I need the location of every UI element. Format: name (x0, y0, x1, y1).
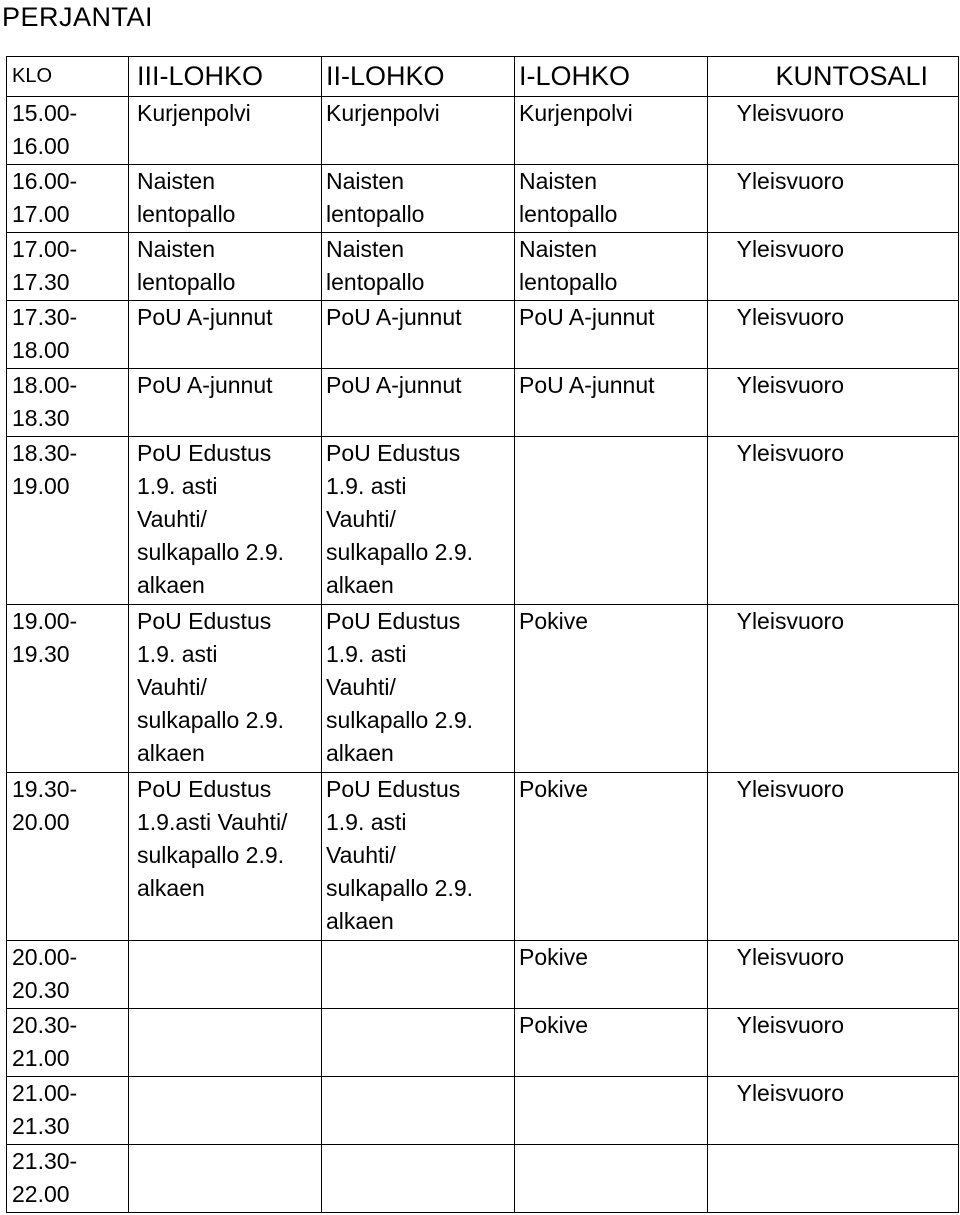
ii-lohko-cell (322, 369, 515, 437)
cell-text: 19.30- 20.00 (12, 776, 78, 835)
time-cell (7, 233, 129, 301)
table-row (7, 605, 959, 773)
ii-lohko-cell (322, 605, 515, 773)
cell-text: Yleisvuoro (736, 776, 844, 802)
time-cell (7, 1077, 129, 1145)
ii-lohko-cell (322, 233, 515, 301)
i-lohko-cell (515, 605, 708, 773)
table-row (7, 1077, 959, 1145)
cell-text: PoU Edustus 1.9. asti Vauhti/ sulkapallo 2.9. alkaen (326, 440, 474, 598)
iii-lohko-cell (129, 941, 322, 1009)
cell-text: 20.30- 21.00 (12, 1012, 78, 1071)
cell-text: Yleisvuoro (736, 944, 844, 970)
cell-text: PoU Edustus 1.9. asti Vauhti/ sulkapallo 2.9. alkaen (326, 608, 474, 766)
table-row (7, 97, 959, 165)
ii-lohko-cell (322, 1009, 515, 1077)
i-lohko-cell (515, 941, 708, 1009)
i-lohko-cell (515, 369, 708, 437)
page-title: PERJANTAI (2, 2, 154, 32)
cell-text: Yleisvuoro (736, 236, 844, 262)
cell-text: PoU Edustus 1.9. asti Vauhti/ sulkapallo 2.9. alkaen (137, 440, 285, 598)
i-lohko-cell (515, 1009, 708, 1077)
cell-text: 16.00- 17.00 (12, 168, 78, 227)
table-row (7, 1145, 959, 1213)
kuntosali-cell (708, 233, 959, 301)
schedule-table (6, 56, 959, 1213)
kuntosali-cell (708, 1009, 959, 1077)
table-row (7, 369, 959, 437)
ii-lohko-cell (322, 301, 515, 369)
cell-text: Yleisvuoro (736, 440, 844, 466)
cell-text: PoU A-junnut (326, 372, 462, 398)
cell-text: Yleisvuoro (736, 372, 844, 398)
time-cell (7, 165, 129, 233)
time-cell (7, 1009, 129, 1077)
kuntosali-cell (708, 165, 959, 233)
cell-text: PoU Edustus 1.9.asti Vauhti/ sulkapallo 2.9. alkaen (137, 776, 288, 901)
kuntosali-cell (708, 605, 959, 773)
time-cell (7, 1145, 129, 1213)
cell-text: Kurjenpolvi (519, 100, 633, 126)
cell-text: Naisten lentopallo (137, 168, 236, 227)
iii-lohko-cell (129, 369, 322, 437)
kuntosali-cell (708, 773, 959, 941)
cell-text: 17.30- 18.00 (12, 304, 78, 363)
ii-lohko-cell (322, 437, 515, 605)
i-lohko-cell (515, 233, 708, 301)
iii-lohko-cell (129, 437, 322, 605)
column-header-klo: KLO (7, 57, 129, 97)
iii-lohko-cell (129, 233, 322, 301)
column-header-iii-lohko: III-LOHKO (129, 57, 322, 97)
header-row (7, 57, 959, 97)
i-lohko-cell (515, 773, 708, 941)
cell-text: Naisten lentopallo (326, 168, 425, 227)
cell-text: PoU A-junnut (519, 304, 655, 330)
cell-text: 21.30- 22.00 (12, 1148, 78, 1207)
time-cell (7, 369, 129, 437)
time-cell (7, 97, 129, 165)
time-cell (7, 605, 129, 773)
cell-text: Yleisvuoro (736, 100, 844, 126)
cell-text: Naisten lentopallo (519, 168, 618, 227)
kuntosali-cell (708, 437, 959, 605)
kuntosali-cell (708, 941, 959, 1009)
cell-text: Pokive (519, 1012, 589, 1038)
cell-text: Pokive (519, 944, 589, 970)
iii-lohko-cell (129, 165, 322, 233)
iii-lohko-cell (129, 301, 322, 369)
kuntosali-cell (708, 301, 959, 369)
kuntosali-cell (708, 369, 959, 437)
table-row (7, 301, 959, 369)
iii-lohko-cell (129, 1009, 322, 1077)
ii-lohko-cell (322, 941, 515, 1009)
cell-text: Yleisvuoro (736, 304, 844, 330)
time-cell (7, 773, 129, 941)
time-cell (7, 941, 129, 1009)
iii-lohko-cell (129, 97, 322, 165)
ii-lohko-cell (322, 97, 515, 165)
i-lohko-cell (515, 165, 708, 233)
cell-text: 17.00- 17.30 (12, 236, 78, 295)
table-row (7, 165, 959, 233)
cell-text: Pokive (519, 776, 589, 802)
i-lohko-cell (515, 437, 708, 605)
ii-lohko-cell (322, 1145, 515, 1213)
cell-text: Yleisvuoro (736, 1012, 844, 1038)
cell-text: 15.00- 16.00 (12, 100, 78, 159)
cell-text: PoU A-junnut (326, 304, 462, 330)
column-header-kuntosali: KUNTOSALI (708, 57, 959, 97)
cell-text: PoU Edustus 1.9. asti Vauhti/ sulkapallo 2.9. alkaen (137, 608, 285, 766)
cell-text: Naisten lentopallo (519, 236, 618, 295)
i-lohko-cell (515, 1077, 708, 1145)
cell-text: Naisten lentopallo (326, 236, 425, 295)
cell-text: 18.00- 18.30 (12, 372, 78, 431)
column-header-i-lohko: I-LOHKO (515, 57, 708, 97)
cell-text: 21.00- 21.30 (12, 1080, 78, 1139)
i-lohko-cell (515, 301, 708, 369)
cell-text: PoU A-junnut (519, 372, 655, 398)
table-row (7, 773, 959, 941)
cell-text: Kurjenpolvi (137, 100, 251, 126)
cell-text: 19.00- 19.30 (12, 608, 78, 667)
cell-text: Yleisvuoro (736, 1080, 844, 1106)
cell-text: Yleisvuoro (736, 168, 844, 194)
iii-lohko-cell (129, 1077, 322, 1145)
kuntosali-cell (708, 97, 959, 165)
table-row (7, 1009, 959, 1077)
cell-text: PoU A-junnut (137, 304, 273, 330)
iii-lohko-cell (129, 1145, 322, 1213)
time-cell (7, 301, 129, 369)
cell-text: Pokive (519, 608, 589, 634)
cell-text: 18.30- 19.00 (12, 440, 78, 499)
i-lohko-cell (515, 1145, 708, 1213)
iii-lohko-cell (129, 605, 322, 773)
time-cell (7, 437, 129, 605)
kuntosali-cell (708, 1077, 959, 1145)
ii-lohko-cell (322, 165, 515, 233)
ii-lohko-cell (322, 773, 515, 941)
cell-text: PoU A-junnut (137, 372, 273, 398)
ii-lohko-cell (322, 1077, 515, 1145)
table-row (7, 233, 959, 301)
cell-text: Kurjenpolvi (326, 100, 440, 126)
kuntosali-cell (708, 1145, 959, 1213)
table-row (7, 437, 959, 605)
i-lohko-cell (515, 97, 708, 165)
column-header-ii-lohko: II-LOHKO (322, 57, 515, 97)
iii-lohko-cell (129, 773, 322, 941)
cell-text: Yleisvuoro (736, 608, 844, 634)
cell-text: Naisten lentopallo (137, 236, 236, 295)
cell-text: 20.00- 20.30 (12, 944, 78, 1003)
cell-text: PoU Edustus 1.9. asti Vauhti/ sulkapallo 2.9. alkaen (326, 776, 474, 934)
table-row (7, 941, 959, 1009)
